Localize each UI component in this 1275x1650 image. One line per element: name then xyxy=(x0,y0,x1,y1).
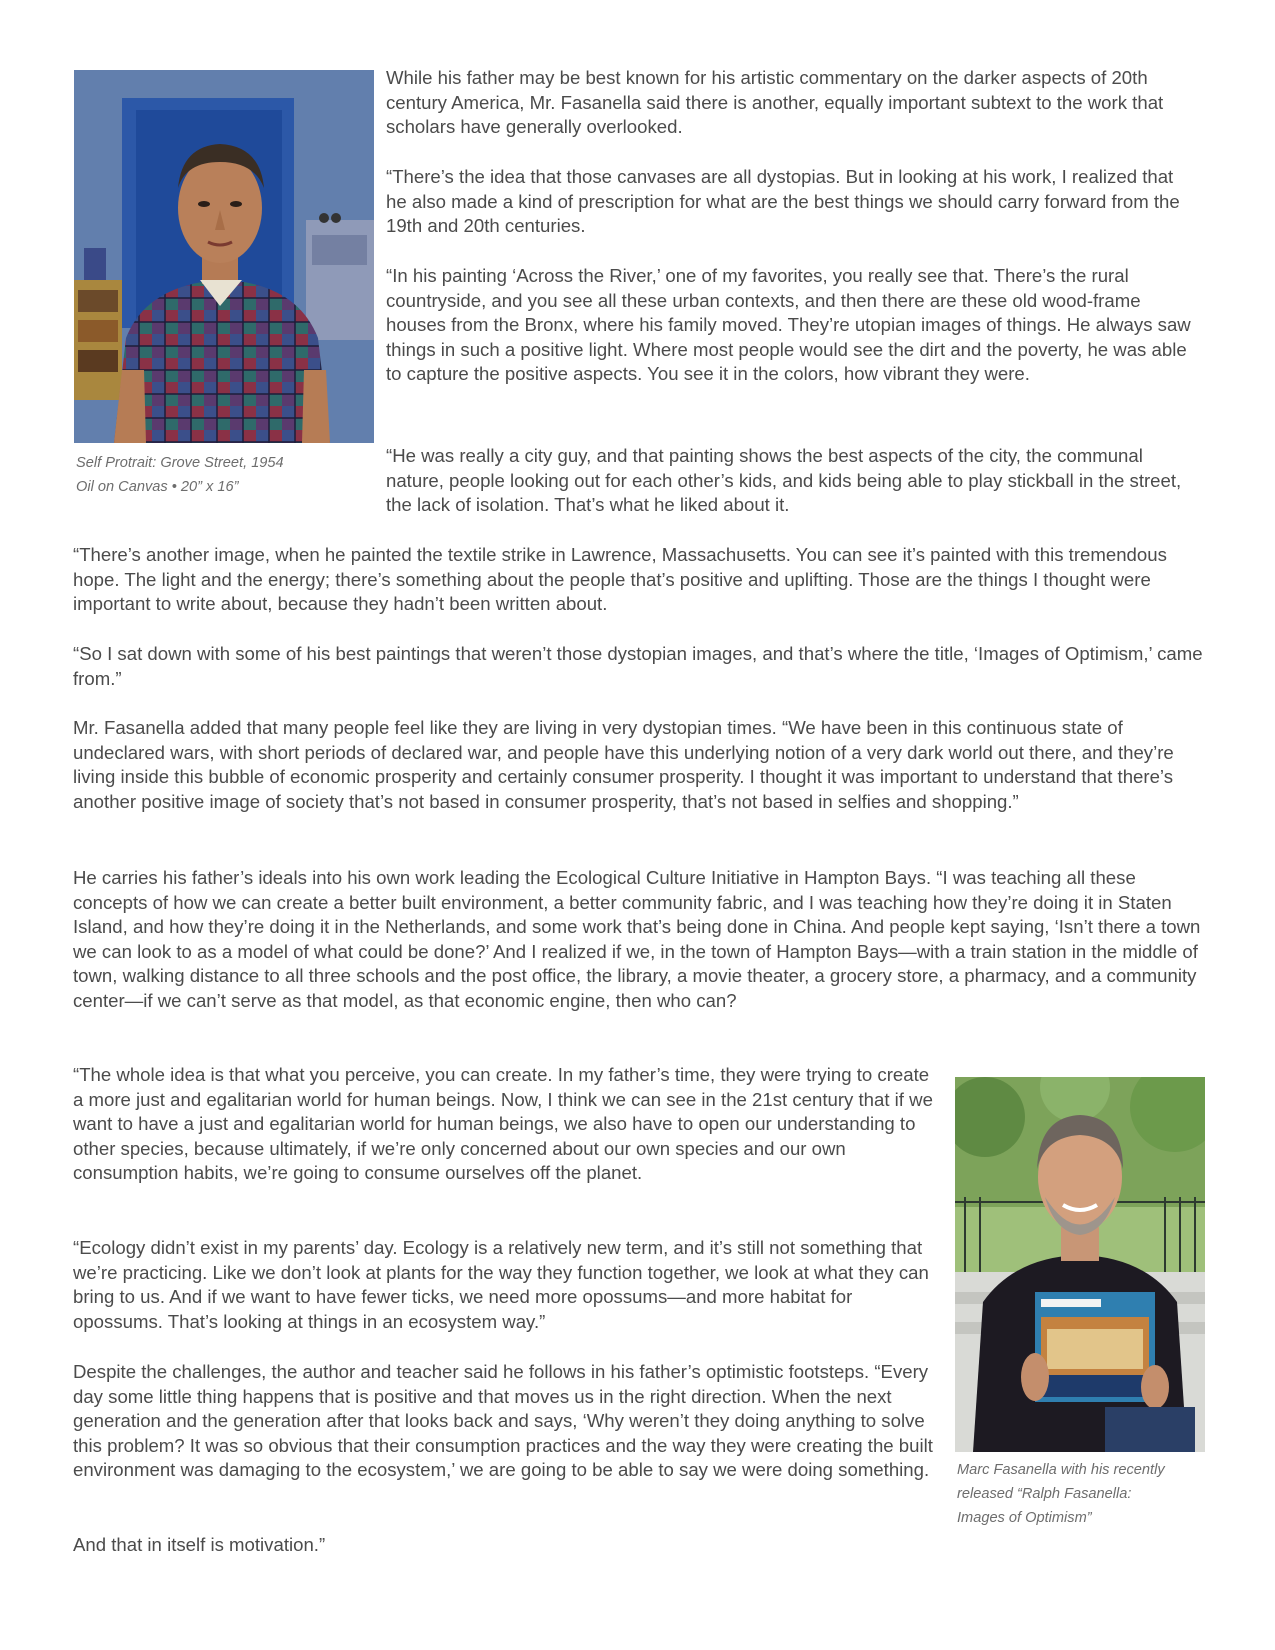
paragraph-10: “Ecology didn’t exist in my parents’ day. Ecology is a relatively new term, and it’s still not something that we’re practicing. Like we don’t look at plants for the way they function together, we look at what they can bring to us. And if we want to have fewer ticks, we need more opossums—and more habitat for opossums. That’s looking at things in an ecosystem way.” xyxy=(73,1237,929,1332)
photo-caption-line-3: Images of Optimism” xyxy=(957,1510,1092,1526)
paragraph-1: While his father may be best known for his artistic commentary on the darker aspects of 20th century America, Mr. Fasanella said there is another, equally important subtext to the work that scholars have generally overlooked. xyxy=(386,67,1164,138)
paragraph-3: “In his painting ‘Across the River,’ one of my favorites, you really see that. There’s the rural countryside, and you see all these urban contexts, and then there are these old wood-frame houses from the Bronx, where his family moved. They’re utopian images of things. He always saw things in such a positive light. Where most people would see the dirt and the poverty, he was able to capture the positive aspects. You see it in the colors, how vibrant they were. xyxy=(386,265,1191,385)
paragraph-7: Mr. Fasanella added that many people feel like they are living in very dystopian times. “We have been in this continuous state of undeclared wars, with short periods of declared war, and people have this underlying notion of a very dark world out there, and they’re living inside this bubble of economic prosperity and certainly consumer prosperity. I thought it was important to understand that there’s another positive image of society that’s not based in consumer prosperity, that’s not based in selfies and shopping.” xyxy=(73,717,1174,812)
paragraph-6: “So I sat down with some of his best paintings that weren’t those dystopian images, and that’s where the title, ‘Images of Optimism,’ came from.” xyxy=(73,643,1203,689)
self-portrait-image xyxy=(74,70,374,443)
paragraph-8: He carries his father’s ideals into his own work leading the Ecological Culture Initiative in Hampton Bays. “I was teaching all these concepts of how we can create a better built environment, a better community fabric, and I was teaching how they’re doing it in Staten Island, and how they’re doing it in the Netherlands, and some work that’s being done in China. And people kept saying, ‘Isn’t there a town we can look to as a model of what could be done?’ And I realized if we, in the town of Hampton Bays—with a train station in the middle of town, walking distance to all three schools and the post office, the library, a movie theater, a grocery store, a pharmacy, and a community center—if we can’t serve as that model, as that economic engine, then who can? xyxy=(73,867,1201,1011)
photo-caption-line-1: Marc Fasanella with his recently xyxy=(957,1462,1165,1478)
paragraph-9: “The whole idea is that what you perceive, you can create. In my father’s time, they were trying to create a more just and egalitarian world for human beings. Now, I think we can see in the 21st century that if we want to have a just and egalitarian world for human beings, we also have to open our understanding to other species, because ultimately, if we’re only concerned about our own species and our own consumption habits, we’re going to consume ourselves off the planet. xyxy=(73,1064,933,1184)
painting-caption-title: Self Protrait: Grove Street, 1954 xyxy=(76,455,284,471)
paragraph-5: “There’s another image, when he painted the textile strike in Lawrence, Massachusetts. You can see it’s painted with this tremendous hope. The light and the energy; there’s something about the people that’s positive and uplifting. Those are the things I thought were important to write about, because they hadn’t been written about. xyxy=(73,544,1167,615)
paragraph-11: Despite the challenges, the author and teacher said he follows in his father’s optimistic footsteps. “Every day some little thing happens that is positive and that moves us in the right direction. When the next generation and the generation after that looks back and says, ‘Why weren’t they doing anything to solve this problem? It was so obvious that their consumption practices and the way they were creating the built environment was damaging to the ecosystem,’ we are going to be able to say we were doing something. xyxy=(73,1361,933,1481)
paragraph-4: “He was really a city guy, and that painting shows the best aspects of the city, the communal nature, people looking out for each other’s kids, and kids being able to play stickball in the street, the lack of isolation. That’s what he liked about it. xyxy=(386,445,1182,516)
paragraph-12: And that in itself is motivation.” xyxy=(73,1534,326,1555)
self-portrait-painting xyxy=(74,70,374,443)
painting-caption-medium: Oil on Canvas • 20” x 16” xyxy=(76,479,239,495)
author-photo xyxy=(955,1077,1205,1452)
photo-caption-line-2: released “Ralph Fasanella: xyxy=(957,1486,1132,1502)
paragraph-2: “There’s the idea that those canvases are all dystopias. But in looking at his work, I realized that he also made a kind of prescription for what are the best things we should carry forward from the 19th and 20th centuries. xyxy=(386,166,1180,237)
author-photo-image xyxy=(955,1077,1205,1452)
